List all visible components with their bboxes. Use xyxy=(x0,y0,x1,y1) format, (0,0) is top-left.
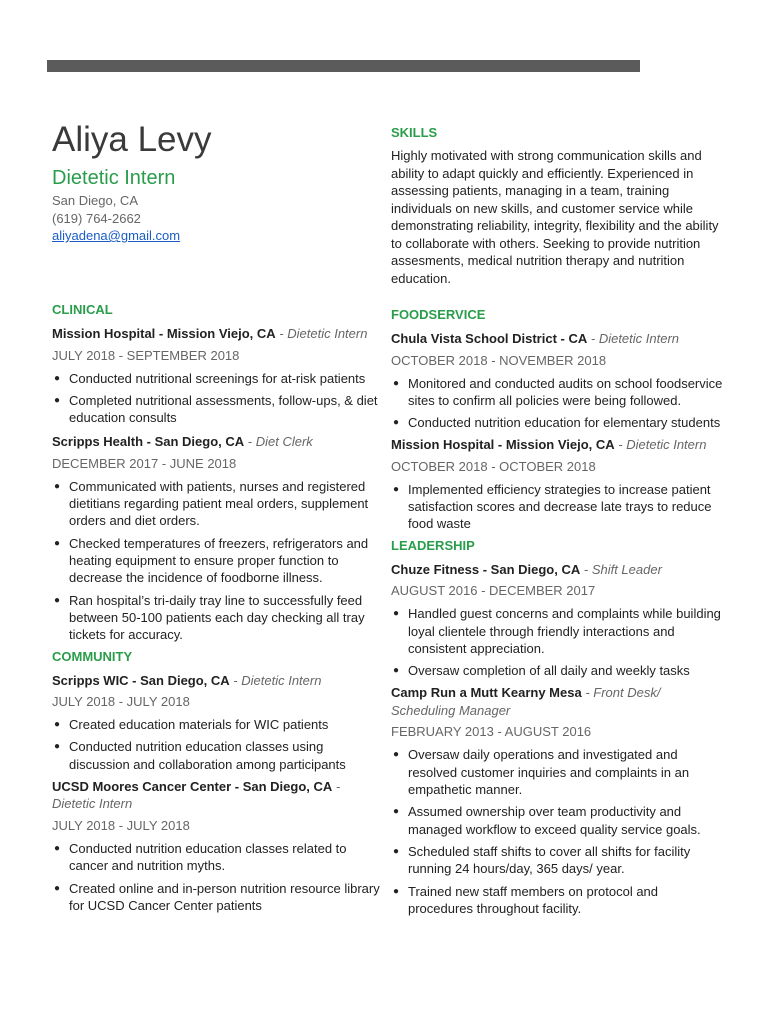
job-sep: - xyxy=(332,778,341,794)
job-bullets xyxy=(52,478,382,644)
job-entry xyxy=(52,433,382,643)
bullet-item: ● Checked temperatures of freezers, refrigerators and heating equipment to ensure proper function to decrease the incidence of foodborne illness. xyxy=(52,535,382,587)
job-header xyxy=(52,325,382,343)
section-heading: SKILLS xyxy=(391,125,438,140)
job-bullets xyxy=(391,375,726,432)
job-title: Dietetic Intern xyxy=(598,331,680,346)
job-entry xyxy=(391,330,726,431)
left-column xyxy=(52,118,382,919)
job-title: Shift Leader xyxy=(591,561,662,577)
job-entry xyxy=(52,672,382,773)
job-bullets xyxy=(52,716,382,773)
bullet-item: ● Scheduled staff shifts to cover all shifts for facility running 24 hours/day, 365 days/ year. xyxy=(391,843,726,878)
job-entry xyxy=(52,778,382,914)
job-dates: FEBRUARY 2013 - AUGUST 2016 xyxy=(391,724,592,740)
job-sep: - xyxy=(244,434,256,450)
job-entry xyxy=(391,561,726,680)
job-org: Scripps WIC - San Diego, CA xyxy=(52,672,230,688)
job-org: Chuze Fitness - San Diego, CA xyxy=(391,561,581,577)
job-bullets xyxy=(52,370,382,427)
job-title: Front Desk/ Scheduling Manager xyxy=(391,685,661,718)
job-org: Mission Hospital - Mission Viejo, CA xyxy=(52,326,276,341)
section-foodservice xyxy=(391,307,726,533)
job-entry xyxy=(391,436,726,532)
bullet-item: ● Handled guest concerns and complaints while building loyal clientele through friendly interactions and consistent appreciation. xyxy=(391,605,726,657)
job-org: Camp Run a Mutt Kearny Mesa xyxy=(391,685,582,701)
location: San Diego, CA xyxy=(52,193,138,208)
bullet-item: ● Assumed ownership over team productivity and managed workflow to exceed quality service goals. xyxy=(391,803,726,838)
bullet-item: ● Oversaw daily operations and investigated and resolved customer inquiries and complaints in an empathetic manner. xyxy=(391,746,726,798)
bullet-item: ● Conducted nutrition education classes related to cancer and nutrition myths. xyxy=(52,840,382,875)
section-skills xyxy=(391,125,726,287)
job-sep: - xyxy=(580,561,592,577)
job-bullets xyxy=(391,746,726,917)
job-dates: JULY 2018 - JULY 2018 xyxy=(52,817,190,833)
job-dates: OCTOBER 2018 - OCTOBER 2018 xyxy=(391,458,596,474)
job-title: Dietetic Intern xyxy=(241,672,322,688)
job-title: Dietetic Intern xyxy=(52,796,133,812)
bullet-item: ● Implemented efficiency strategies to increase patient satisfaction scores and decrease late trays to reduce food waste xyxy=(391,481,726,533)
job-dates: OCTOBER 2018 - NOVEMBER 2018 xyxy=(391,352,607,368)
right-column xyxy=(391,125,726,922)
job-org: Chula Vista School District - CA xyxy=(391,331,588,346)
candidate-name: Aliya Levy xyxy=(52,120,212,159)
job-bullets xyxy=(391,481,726,533)
skills-summary: Highly motivated with strong communication skills and ability to adapt quickly and efficiently. Experienced in assessing patients, managing in a team, training individuals on new skills, and customer service while demonstrating reliability, integrity, flexibility and the ability to collaborate with others. Seeking to provide nutrition assesments, medical nutrition therapy and nutrition education. xyxy=(391,148,719,286)
section-heading: FOODSERVICE xyxy=(391,307,486,322)
section-heading: CLINICAL xyxy=(52,302,113,317)
bullet-item: ● Conducted nutrition education classes using discussion and collaboration among participants xyxy=(52,738,382,773)
job-entry xyxy=(391,684,726,917)
job-org: Mission Hospital - Mission Viejo, CA xyxy=(391,437,615,453)
job-title: Dietetic Intern xyxy=(287,326,368,341)
job-header xyxy=(391,684,726,719)
job-sep: - xyxy=(614,437,627,453)
job-header xyxy=(52,672,382,690)
job-dates: JULY 2018 - SEPTEMBER 2018 xyxy=(52,347,240,363)
email-link[interactable]: aliyadena@gmail.com xyxy=(52,228,181,243)
section-leadership xyxy=(391,538,726,917)
job-title: Dietetic Intern xyxy=(626,437,707,453)
bullet-item: ● Conducted nutritional screenings for at-risk patients xyxy=(52,370,382,387)
section-heading: COMMUNITY xyxy=(52,648,133,664)
bullet-item: ● Ran hospital’s tri-daily tray line to successfully feed between 50-100 patients each day checking all tray tickets for accuracy. xyxy=(52,592,382,644)
job-org: UCSD Moores Cancer Center - San Diego, CA xyxy=(52,778,333,794)
job-dates: AUGUST 2016 - DECEMBER 2017 xyxy=(391,583,596,599)
bullet-item: ● Completed nutritional assessments, follow-ups, & diet education consults xyxy=(52,392,382,427)
job-sep: - xyxy=(275,326,288,341)
section-community xyxy=(52,649,382,915)
section-clinical xyxy=(52,302,382,644)
job-sep: - xyxy=(229,672,242,688)
job-dates: DECEMBER 2017 - JUNE 2018 xyxy=(52,455,237,471)
job-entry xyxy=(52,325,382,426)
job-sep: - xyxy=(581,685,594,701)
job-org: Scripps Health - San Diego, CA xyxy=(52,434,245,450)
candidate-role: Dietetic Intern xyxy=(52,167,176,189)
bullet-item: ● Trained new staff members on protocol and procedures throughout facility. xyxy=(391,883,726,918)
bullet-item: ● Monitored and conducted audits on school foodservice sites to confirm all policies were being followed. xyxy=(391,375,726,410)
section-heading: LEADERSHIP xyxy=(391,537,475,553)
bullet-item: ● Communicated with patients, nurses and registered dietitians regarding patient meal orders, supplement orders and diet orders. xyxy=(52,478,382,530)
job-title: Diet Clerk xyxy=(255,434,313,450)
bullet-item: ● Created education materials for WIC patients xyxy=(52,716,382,733)
job-sep: - xyxy=(587,331,599,346)
bullet-item: ● Conducted nutrition education for elementary students xyxy=(391,414,726,431)
bullet-item: ● Oversaw completion of all daily and weekly tasks xyxy=(391,662,726,679)
job-header xyxy=(52,433,382,451)
job-header xyxy=(391,561,726,579)
phone: (619) 764-2662 xyxy=(52,210,141,226)
job-bullets xyxy=(391,605,726,679)
bullet-item: ● Created online and in-person nutrition resource library for UCSD Cancer Center patients xyxy=(52,880,382,915)
job-header xyxy=(52,778,382,813)
job-bullets xyxy=(52,840,382,914)
job-header xyxy=(391,330,726,348)
header-bar xyxy=(47,60,640,72)
job-dates: JULY 2018 - JULY 2018 xyxy=(52,694,190,710)
job-header xyxy=(391,436,726,454)
